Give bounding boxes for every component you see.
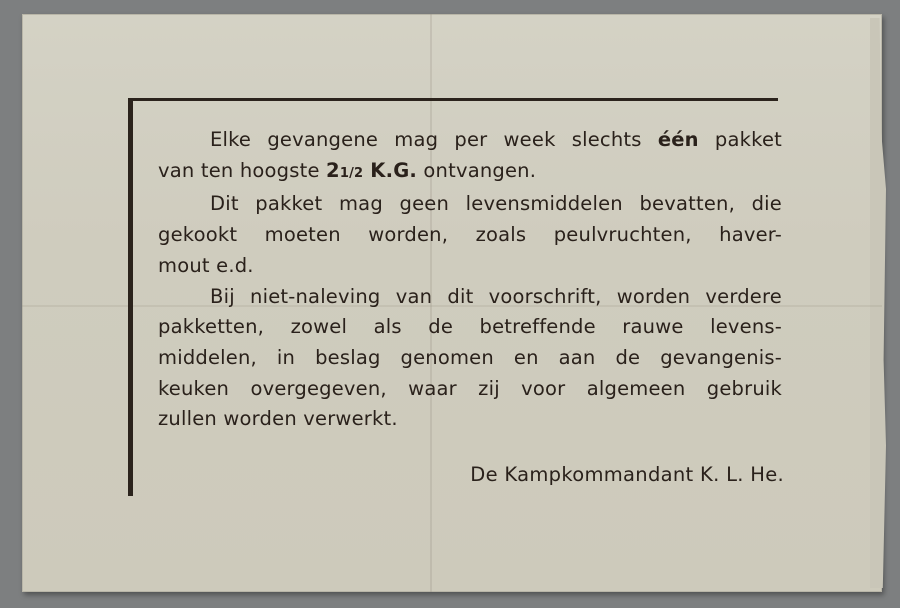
paragraph2-line2: gekookt moeten worden, zoals peulvruchten, haver- xyxy=(158,223,782,247)
weight-number: 2 xyxy=(326,158,340,182)
notice-body xyxy=(158,125,782,435)
text-segment: pakket xyxy=(698,128,782,151)
border-rule-left xyxy=(128,98,133,496)
paragraph1-line1 xyxy=(158,125,782,156)
paragraph1-line2 xyxy=(158,156,782,190)
weight-fraction: 1/2 xyxy=(339,165,364,181)
text-segment: van ten hoogste xyxy=(158,158,327,182)
torn-paper-edge xyxy=(870,18,886,588)
paragraph3-line2: pakketten, zowel als de betreffende rauwe levens- xyxy=(158,315,782,339)
paragraph2-line1: Dit pakket mag geen levensmiddelen bevatten, die xyxy=(210,192,782,216)
paragraph3-line3: middelen, in beslag genomen en aan de gevangenis- xyxy=(158,345,782,369)
emphasis-een: één xyxy=(657,128,699,151)
weight-unit: K.G. xyxy=(363,158,418,182)
paragraph3-line5: zullen worden verwerkt. xyxy=(158,407,398,431)
paragraph2-line3: mout e.d. xyxy=(158,253,254,277)
signature-line: De Kampkommandant K. L. He. xyxy=(470,463,784,486)
paragraph3-line1: Bij niet-naleving van dit voorschrift, worden verdere xyxy=(210,284,782,308)
text-segment: ontvangen. xyxy=(417,158,537,182)
border-rule-top xyxy=(128,98,778,101)
paragraph3-line4: keuken overgegeven, waar zij voor algemeen gebruik xyxy=(158,376,782,400)
text-segment: Elke gevangene mag per week slechts xyxy=(210,128,658,151)
